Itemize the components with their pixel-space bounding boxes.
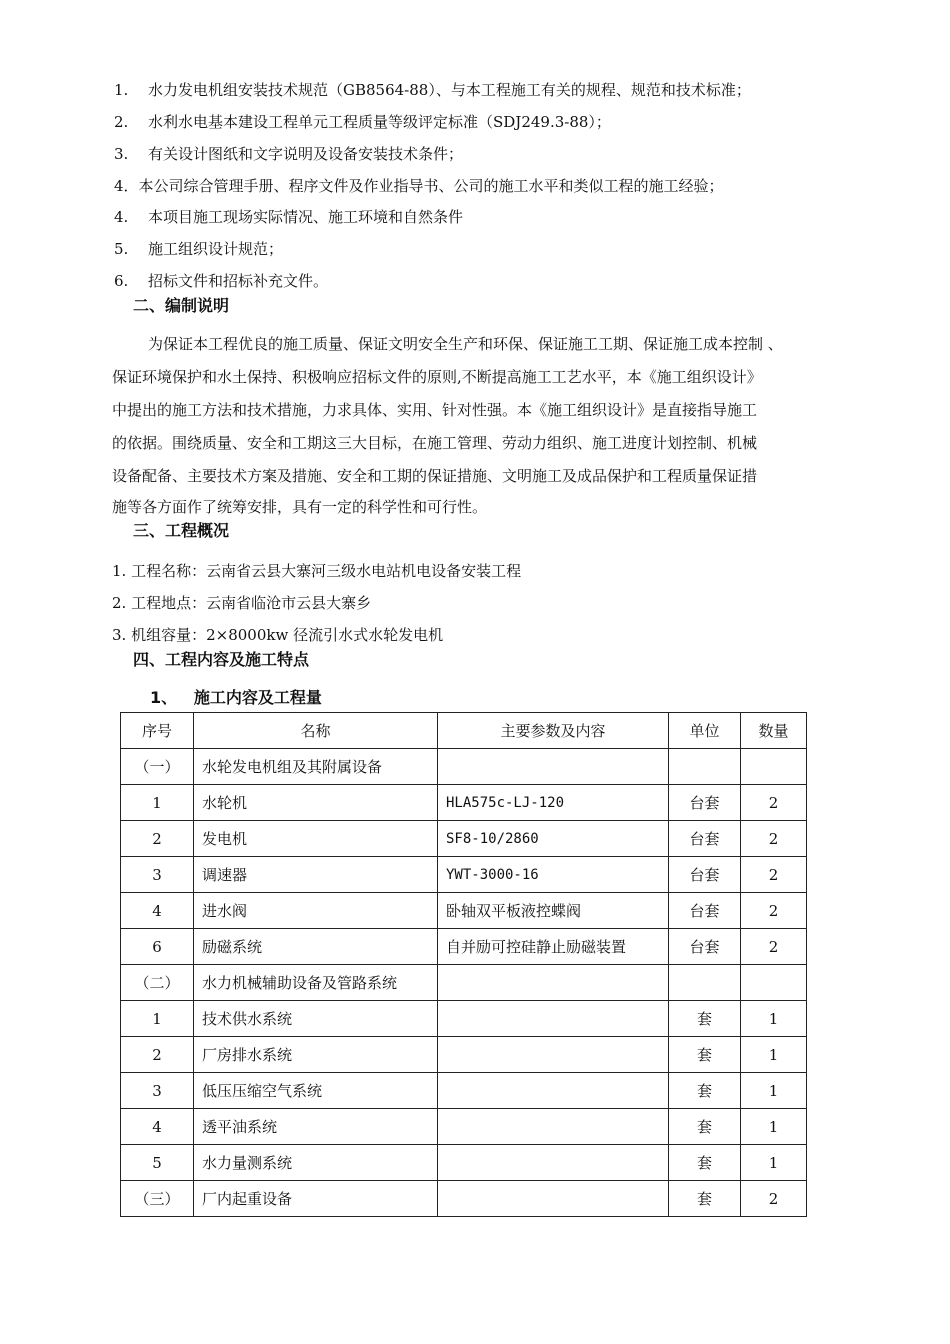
paragraph-line: 施等各方面作了统筹安排，具有一定的科学性和可行性。 xyxy=(112,498,488,516)
overview-item: 2. 工程地点：云南省临沧市云县大寨乡 xyxy=(112,594,372,612)
basis-item: 4．本公司综合管理手册、程序文件及作业指导书、公司的施工水平和类似工程的施工经验； xyxy=(114,177,724,195)
col-header-no: 序号 xyxy=(121,713,194,749)
table-header-row xyxy=(121,713,807,749)
basis-item: 6. 招标文件和招标补充文件。 xyxy=(114,272,329,290)
basis-item: 4. 本项目施工现场实际情况、施工环境和自然条件 xyxy=(114,208,464,226)
col-header-unit: 单位 xyxy=(669,713,741,749)
col-header-qty: 数量 xyxy=(741,713,807,749)
table-row: 2 发电机 SF8-10/2860 台套 2 xyxy=(121,821,807,857)
table-row: 1 技术供水系统 套 1 xyxy=(121,1001,807,1037)
table-row: （三） 厂内起重设备 套 2 xyxy=(121,1181,807,1217)
basis-item: 1. 水力发电机组安装技术规范（GB8564-88）、与本工程施工有关的规程、规范和技术标准； xyxy=(114,81,751,99)
table-row: 6 励磁系统 自并励可控硅静止励磁装置 台套 2 xyxy=(121,929,807,965)
section-heading-compilation: 二、编制说明 xyxy=(133,296,230,315)
paragraph-line: 设备配备、主要技术方案及措施、安全和工期的保证措施、文明施工及成品保护和工程质量保证措 xyxy=(112,467,758,485)
overview-item: 1. 工程名称：云南省云县大寨河三级水电站机电设备安装工程 xyxy=(112,562,522,580)
paragraph-line: 保证环境保护和水土保持、积极响应招标文件的原则,不断提高施工工艺水平，本《施工组织设计》 xyxy=(112,368,762,386)
section-heading-content: 四、工程内容及施工特点 xyxy=(133,650,310,669)
table-row: 2 厂房排水系统 套 1 xyxy=(121,1037,807,1073)
col-header-params: 主要参数及内容 xyxy=(438,713,669,749)
paragraph-line: 的依据。围绕质量、安全和工期这三大目标，在施工管理、劳动力组织、施工进度计划控制、机械 xyxy=(112,434,758,452)
table-row: 4 透平油系统 套 1 xyxy=(121,1109,807,1145)
col-header-name: 名称 xyxy=(194,713,438,749)
basis-item: 2. 水利水电基本建设工程单元工程质量等级评定标准（SDJ249.3-88）； xyxy=(114,113,611,131)
paragraph-line: 为保证本工程优良的施工质量、保证文明安全生产和环保、保证施工工期、保证施工成本控制 、 xyxy=(148,335,783,353)
overview-item: 3. 机组容量：2×8000kw 径流引水式水轮发电机 xyxy=(112,626,444,644)
table-row: 4 进水阀 卧轴双平板液控蝶阀 台套 2 xyxy=(121,893,807,929)
table-row: （二） 水力机械辅助设备及管路系统 xyxy=(121,965,807,1001)
table-row: 5 水力量测系统 套 1 xyxy=(121,1145,807,1181)
table-row: （一） 水轮发电机组及其附属设备 xyxy=(121,749,807,785)
basis-item: 3. 有关设计图纸和文字说明及设备安装技术条件； xyxy=(114,145,464,163)
table-row: 3 调速器 YWT-3000-16 台套 2 xyxy=(121,857,807,893)
paragraph-line: 中提出的施工方法和技术措施，力求具体、实用、针对性强。本《施工组织设计》是直接指导施工 xyxy=(112,401,758,419)
quantities-table xyxy=(120,712,807,1217)
table-row: 3 低压压缩空气系统 套 1 xyxy=(121,1073,807,1109)
basis-item: 5. 施工组织设计规范； xyxy=(114,240,284,258)
subheading-quantities: 1、 施工内容及工程量 xyxy=(150,688,322,707)
table-row: 1 水轮机 HLA575c-LJ-120 台套 2 xyxy=(121,785,807,821)
section-heading-overview: 三、工程概况 xyxy=(133,521,230,540)
